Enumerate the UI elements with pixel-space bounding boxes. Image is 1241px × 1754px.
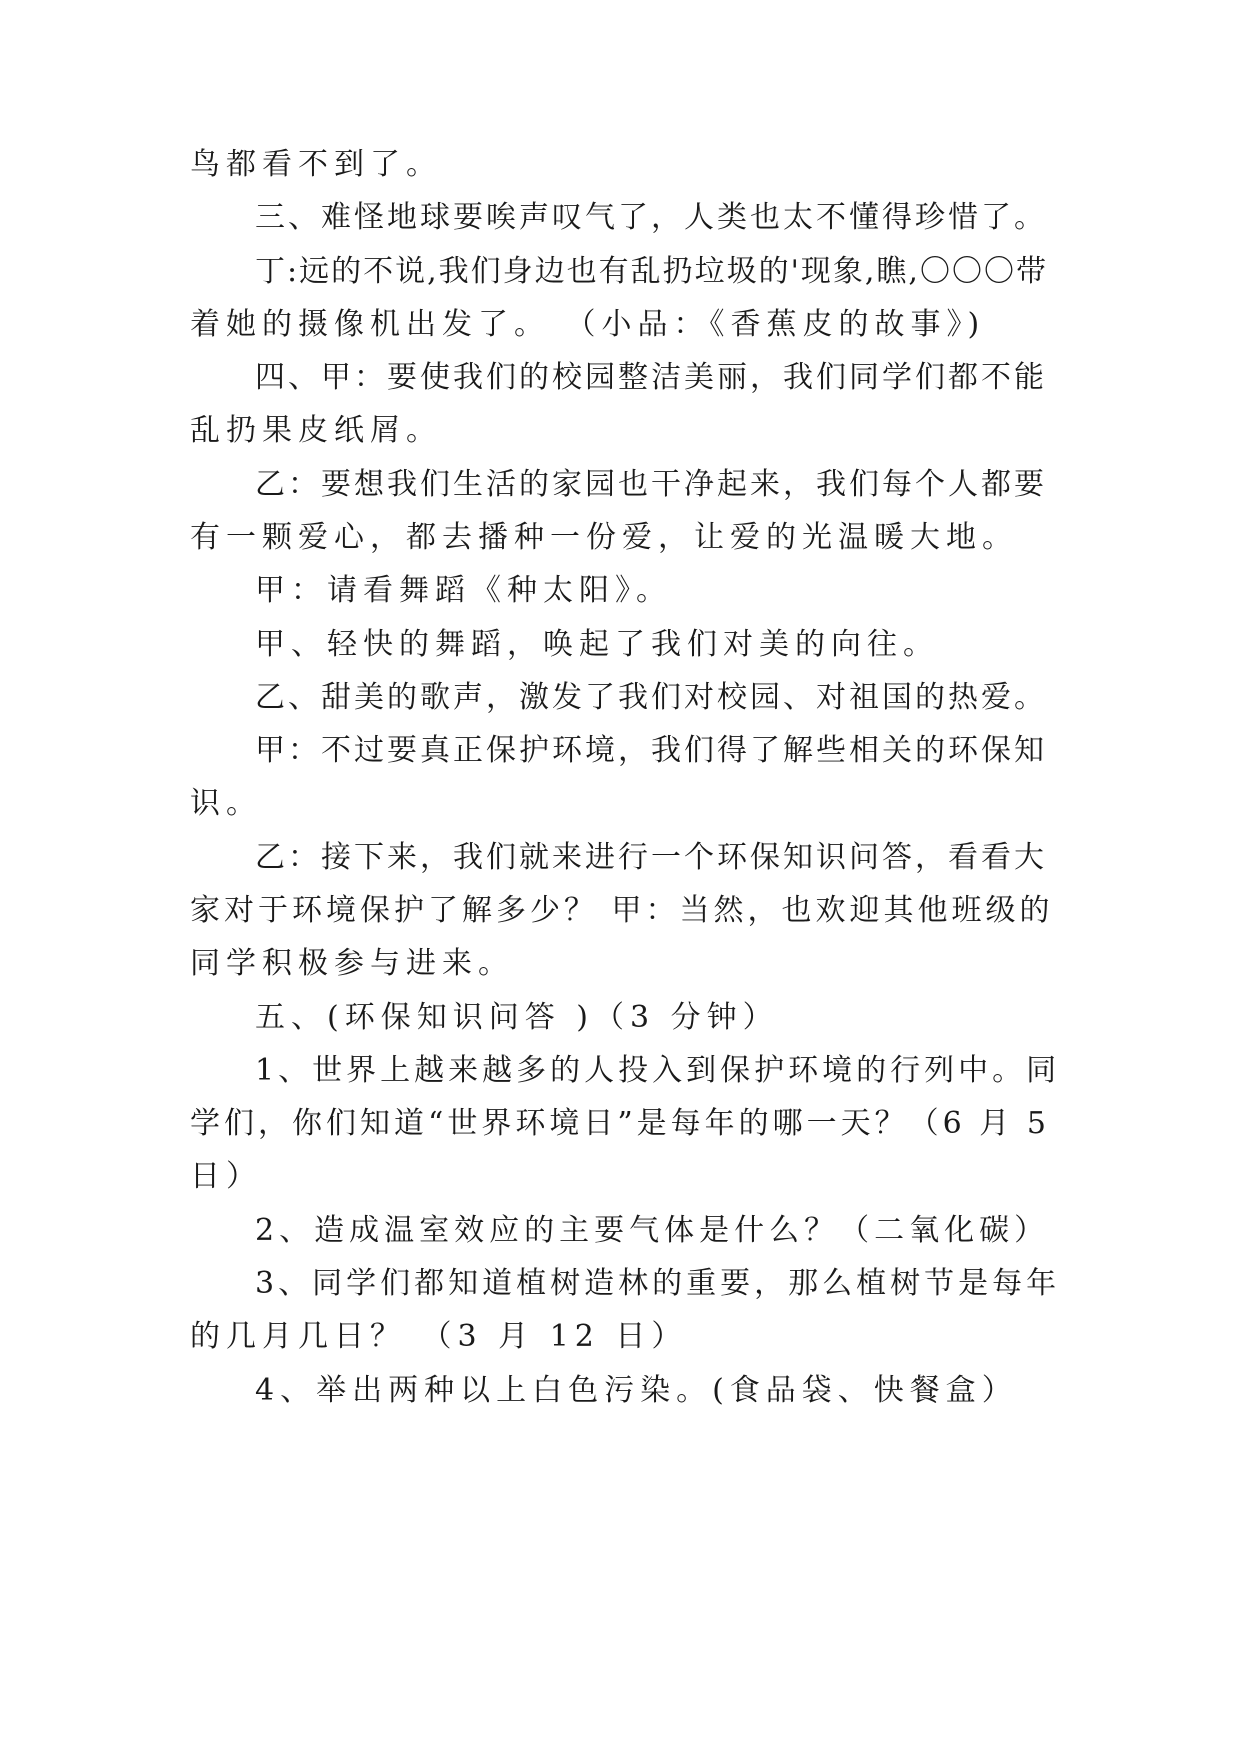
text-line: 乙：要想我们生活的家园也干净起来，我们每个人都要: [255, 467, 1047, 502]
text-line: 同学积极参与进来。: [190, 946, 514, 981]
text-line: 丁:远的不说,我们身边也有乱扔垃圾的'现象,瞧,〇〇〇带: [255, 254, 1048, 289]
text-line: 乙：接下来，我们就来进行一个环保知识问答，看看大: [255, 840, 1047, 875]
text-line: 3、同学们都知道植树造林的重要，那么植树节是每年: [255, 1266, 1061, 1301]
text-line: 2、造成温室效应的主要气体是什么？（二氧化碳）: [255, 1213, 1050, 1248]
text-line: 鸟都看不到了。: [190, 147, 442, 182]
text-line: 甲、轻快的舞蹈，唤起了我们对美的向往。: [255, 627, 939, 662]
text-line: 家对于环境保护了解多少？ 甲：当然，也欢迎其他班级的: [190, 893, 1054, 928]
text-line: 乱扔果皮纸屑。: [190, 413, 442, 448]
text-line: 甲：不过要真正保护环境，我们得了解些相关的环保知: [255, 733, 1047, 768]
text-line: 学们，你们知道“世界环境日”是每年的哪一天？（6 月 5: [190, 1106, 1050, 1141]
text-line: 4、举出两种以上白色污染。(食品袋、快餐盒）: [255, 1373, 1018, 1408]
text-line: 识。: [190, 786, 262, 821]
text-line: 日）: [190, 1159, 262, 1194]
text-line: 1、世界上越来越多的人投入到保护环境的行列中。同: [255, 1053, 1061, 1088]
text-line: 着她的摄像机出发了。 （小品：《香蕉皮的故事》): [190, 307, 986, 342]
text-line: 五、(环保知识问答 )（3 分钟）: [255, 1000, 779, 1035]
text-line: 的几月几日？ （3 月 12 日）: [190, 1319, 688, 1354]
text-line: 四、甲：要使我们的校园整洁美丽，我们同学们都不能: [255, 360, 1047, 395]
text-line: 甲：请看舞蹈《种太阳》。: [255, 573, 672, 608]
text-line: 三、难怪地球要唉声叹气了，人类也太不懂得珍惜了。: [255, 200, 1047, 235]
text-line: 有一颗爱心，都去播种一份爱，让爱的光温暖大地。: [190, 520, 1018, 555]
text-line: 乙、甜美的歌声，激发了我们对校园、对祖国的热爱。: [255, 680, 1047, 715]
